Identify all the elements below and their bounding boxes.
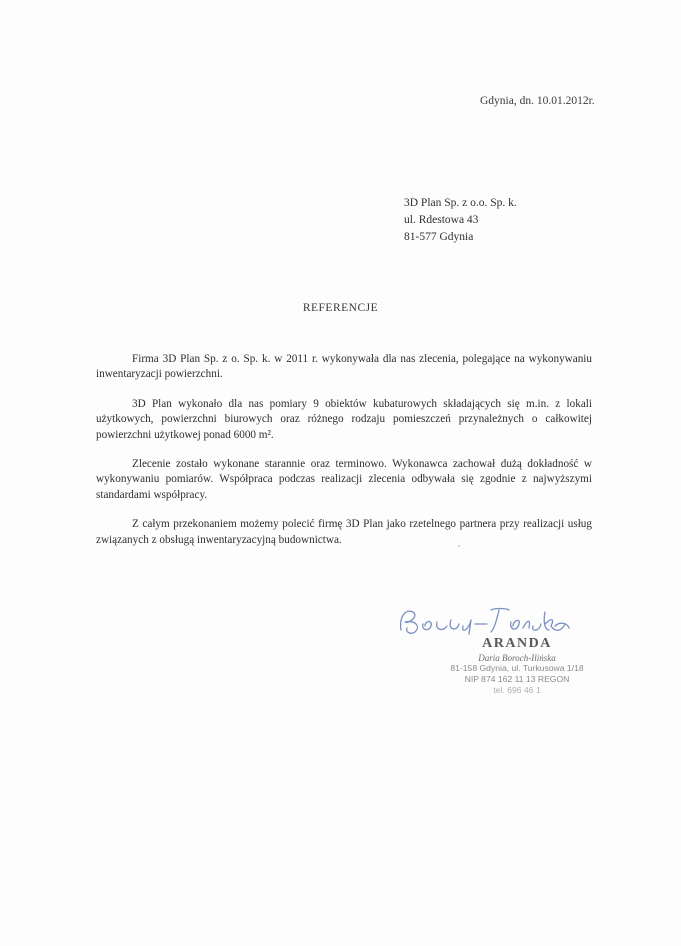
recipient-street: ul. Rdestowa 43 [404,214,479,226]
stamp-company-name: ARANDA [482,636,552,651]
paragraph-1: Firma 3D Plan Sp. z o. Sp. k. w 2011 r. wykonywała dla nas zlecenia, polegające na wykonywaniu inwentaryzacji powierzchni. [96,353,592,381]
recipient-company: 3D Plan Sp. z o.o. Sp. k. [404,197,517,209]
stamp-owner-name: Daria Boroch-Ilińska [478,653,556,663]
handwritten-signature [395,600,575,640]
document-title: REFERENCJE [302,302,379,314]
stamp-address: 81-158 Gdynia, ul. Turkusowa 1/18 [450,663,584,673]
company-stamp [417,636,617,696]
scan-speck [458,545,460,547]
place-date: Gdynia, dn. 10.01.2012r. [480,95,595,107]
paragraph-4: Z całym przekonaniem możemy polecić firmę 3D Plan jako rzetelnego partnera przy realizacji usług związanych z obsługą inwentaryzacyjną budownictwa. [96,518,592,546]
recipient-address [404,195,517,246]
stamp-phone: tel. 696 46 1 [493,685,541,695]
signature-block [395,600,615,720]
letter-body [96,352,592,562]
paragraph-2: 3D Plan wykonało dla nas pomiary 9 obiektów kubaturowych składających się m.in. z lokali użytkowych, powierzchni biurowych oraz różnego rodzaju pomieszczeń przynależnych o całkowitej powierzchni użytkowej ponad 6000 m². [96,397,592,441]
stamp-nip: NIP 874 162 11 13 REGON [464,674,570,684]
paragraph-3: Zlecenie zostało wykonane starannie oraz terminowo. Wykonawca zachował dużą dokładność w wykonywaniu pomiarów. Współpraca podczas realizacji zlecenia odbywała się zgodnie z najwyższymi standardami współpracy. [96,458,592,501]
recipient-city: 81-577 Gdynia [404,231,474,243]
